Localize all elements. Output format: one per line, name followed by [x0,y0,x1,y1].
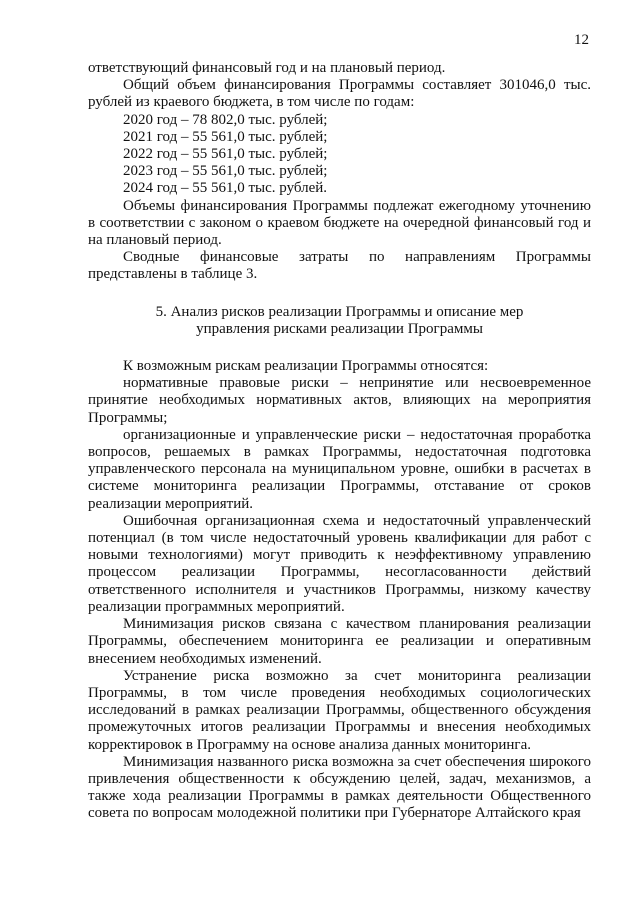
year-funding-line: 2020 год – 78 802,0 тыс. рублей; [123,111,328,128]
spacer [88,284,591,304]
year-funding-line: 2024 год – 55 561,0 тыс. рублей. [123,180,328,197]
spacer [88,338,591,358]
paragraph: Общий объем финансирования Программы составляет 301046,0 тыс. рублей из краевого бюджета, в том числе по годам: [88,77,591,111]
year-funding-line: 2021 год – 55 561,0 тыс. рублей; [123,128,328,145]
paragraph: ответствующий финансовый год и на плановый период. [88,60,446,76]
paragraph: Объемы финансирования Программы подлежат ежегодному уточнению в соответствии с законом о краевом бюджете на очередной финансовый год и на плановый период. [88,197,591,249]
paragraph: Ошибочная организационная схема и недостаточный управленческий потенциал (в том числе недостаточный уровень квалификации для работ с новыми технологиями) могут приводить к неэффективному управлению процессом реализации Программы, несогласованности действий ответственного исполнителя и участников Программы, низкому качеству реализации программных мероприятий. [88,512,591,615]
paragraph: Минимизация рисков связана с качеством планирования реализации Программы, обеспечением мониторинга ее реализации и оперативным внесением необходимых изменений. [88,616,591,667]
paragraph: нормативные правовые риски – непринятие или несвоевременное принятие необходимых нормативных актов, влияющих на мероприятия Программы; [88,375,591,426]
paragraph: Устранение риска возможно за счет мониторинга реализации Программы, в том числе проведения необходимых социологических исследований в рамках реализации Программы, общественного обсуждения промежуточных итогов реализации Программы и внесения необходимых корректировок в Программу на основе анализа данных мониторинга. [88,667,591,753]
page-body [88,60,591,823]
paragraph: К возможным рискам реализации Программы относятся: [123,358,489,375]
section-heading: 5. Анализ рисков реализации Программы и описание мер управления рисками реализации Программы [155,303,524,337]
year-funding-line: 2022 год – 55 561,0 тыс. рублей; [123,146,328,163]
paragraph: организационные и управленческие риски – недостаточная проработка вопросов, решаемых в рамках Программы, недостаточная подготовка управленческого персонала на муниципальном уровне, ошибки в расчетах в системе мониторинга реализации Программы, отставание от сроков реализации мероприятий. [88,426,591,512]
year-funding-line: 2023 год – 55 561,0 тыс. рублей; [123,163,328,180]
paragraph: Сводные финансовые затраты по направлениям Программы представлены в таблице 3. [88,249,591,283]
page-number: 12 [574,32,589,48]
paragraph: Минимизация названного риска возможна за счет обеспечения широкого привлечения общественности к обсуждению целей, задач, механизмов, а также хода реализации Программы в рамках деятельности Общественного совета по вопросам молодежной политики при Губернаторе Алтайского края [88,753,591,822]
